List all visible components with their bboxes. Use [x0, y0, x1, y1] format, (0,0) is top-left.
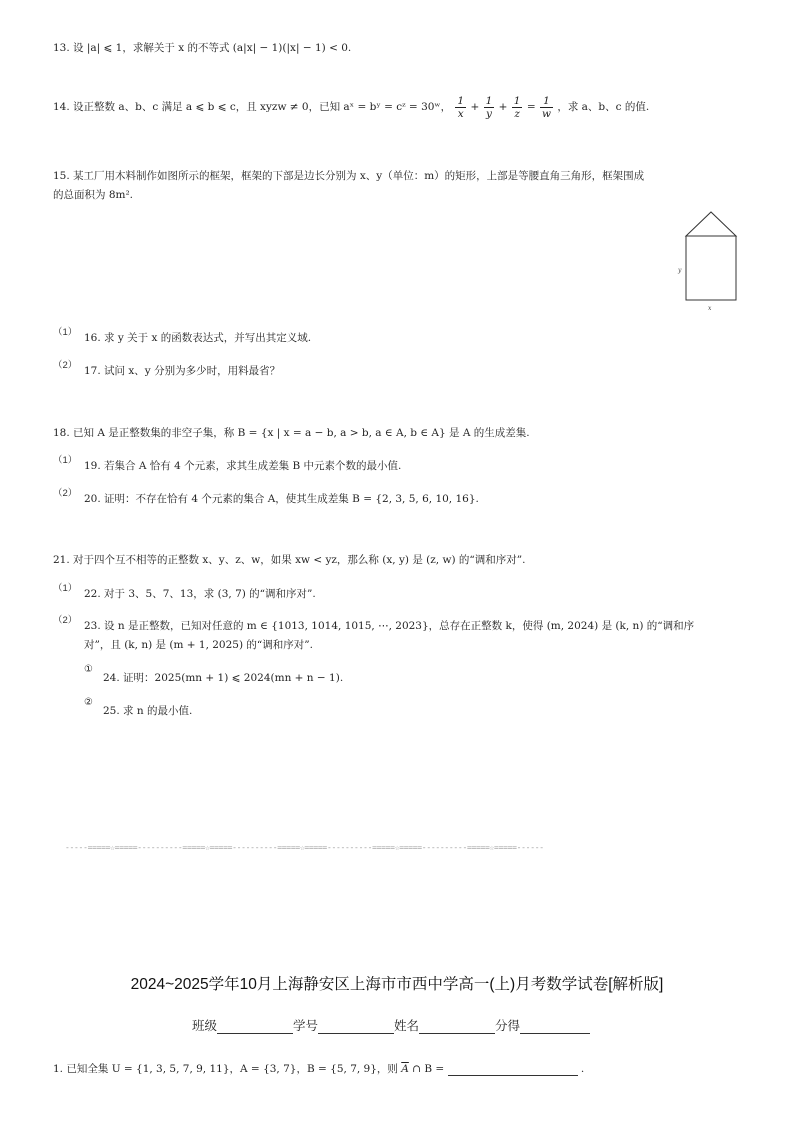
answer-blank[interactable]: [448, 1063, 578, 1076]
label-y: y: [678, 267, 682, 274]
circled-two-marker: ②: [84, 697, 93, 708]
question-1: [53, 1061, 584, 1076]
class-blank[interactable]: [217, 1019, 293, 1034]
subpart-marker-1: （1）: [53, 583, 78, 594]
frame-figure: [672, 208, 744, 314]
student-id-label: 学号: [293, 1019, 319, 1033]
complement-a: $\overline{A}$: [401, 1063, 409, 1075]
question-22: 22. 对于 3、5、7、13，求 (3, 7) 的“调和序对”.: [84, 588, 316, 600]
class-label: 班级: [192, 1019, 218, 1033]
fraction-1-over-y: $\frac{1}{y}$: [485, 94, 493, 120]
question-18: 18. 已知 A 是正整数集的非空子集，称 B = {x | x = a − b, a > b, a ∈ A, b ∈ A} 是 A 的生成差集.: [53, 427, 530, 439]
question-24: 24. 证明：2025(mn + 1) ⩽ 2024(mn + n − 1).: [103, 672, 344, 684]
question-25: 25. 求 n 的最小值.: [103, 705, 193, 717]
question-23-line1: 23. 设 n 是正整数，已知对任意的 m ∈ {1013, 1014, 1015, ⋯, 2023}，总存在正整数 k，使得 (m, 2024) 是 (k, n) 的“调和序: [84, 620, 695, 632]
rectangle-bottom: [686, 236, 736, 300]
subpart-marker-1: （1）: [53, 327, 78, 338]
triangle-top: [686, 212, 736, 236]
student-id-blank[interactable]: [318, 1019, 394, 1034]
question-16: 16. 求 y 关于 x 的函数表达式，并写出其定义域.: [84, 332, 312, 344]
student-info-fields: [192, 1016, 590, 1034]
question-1-suffix: .: [577, 1063, 585, 1075]
question-21: 21. 对于四个互不相等的正整数 x、y、z、w，如果 xw < yz，那么称 (x, y) 是 (z, w) 的“调和序对”.: [53, 554, 526, 566]
question-13: 13. 设 |a| ⩽ 1，求解关于 x 的不等式 (a|x| − 1)(|x| − 1) < 0.: [53, 42, 352, 54]
plus-sign: +: [498, 101, 508, 113]
question-14: [53, 92, 649, 122]
question-15-line1: 15. 某工厂用木料制作如图所示的框架，框架的下部是边长分别为 x、y（单位：m）的矩形，上部是等腰直角三角形，框架围成: [53, 170, 645, 182]
fraction-1-over-x: $\frac{1}{x}$: [457, 94, 465, 120]
question-17: 17. 试问 x、y 分别为多少时，用料最省？: [84, 365, 281, 377]
document-title: 2024~2025学年10月上海静安区上海市市西中学高一(上)月考数学试卷[解析版]: [130, 976, 664, 993]
question-15-line2: 的总面积为 8m².: [53, 189, 134, 201]
fraction-1-over-z: $\frac{1}{z}$: [513, 94, 521, 120]
plus-sign: +: [470, 101, 480, 113]
name-label: 姓名: [394, 1019, 420, 1033]
subpart-marker-2: （2）: [53, 360, 78, 371]
subpart-marker-2: （2）: [53, 488, 78, 499]
circled-one-marker: ①: [84, 664, 93, 675]
question-14-prefix: 14. 设正整数 a、b、c 满足 a ⩽ b ⩽ c，且 xyzw ≠ 0，已知 aˣ = bʸ = cᶻ = 30ʷ，: [53, 101, 452, 113]
question-1-expr-rest: ∩ B =: [408, 1063, 448, 1075]
subpart-marker-1: （1）: [53, 455, 78, 466]
score-blank[interactable]: [520, 1019, 590, 1034]
label-x: x: [708, 305, 712, 312]
question-1-prefix: 1. 已知全集 U = {1, 3, 5, 7, 9, 11}，A = {3, 7}，B = {5, 7, 9}，则: [53, 1063, 402, 1075]
score-label: 分得: [495, 1019, 521, 1033]
page-separator: -----=====☆=====----------=====☆=====----------=====☆=====----------=====☆=====----------=====☆=====------: [65, 843, 544, 852]
question-14-suffix: ，求 a、b、c 的值.: [557, 101, 650, 113]
fraction-1-over-w: $\frac{1}{w}$: [541, 94, 551, 120]
question-23-line2: 对”，且 (k, n) 是 (m + 1, 2025) 的“调和序对”.: [84, 639, 313, 651]
name-blank[interactable]: [419, 1019, 495, 1034]
question-20: 20. 证明：不存在恰有 4 个元素的集合 A，使其生成差集 B = {2, 3, 5, 6, 10, 16}.: [84, 493, 479, 505]
question-19: 19. 若集合 A 恰有 4 个元素，求其生成差集 B 中元素个数的最小值.: [84, 460, 402, 472]
equals-sign: =: [526, 101, 536, 113]
subpart-marker-2: （2）: [53, 615, 78, 626]
